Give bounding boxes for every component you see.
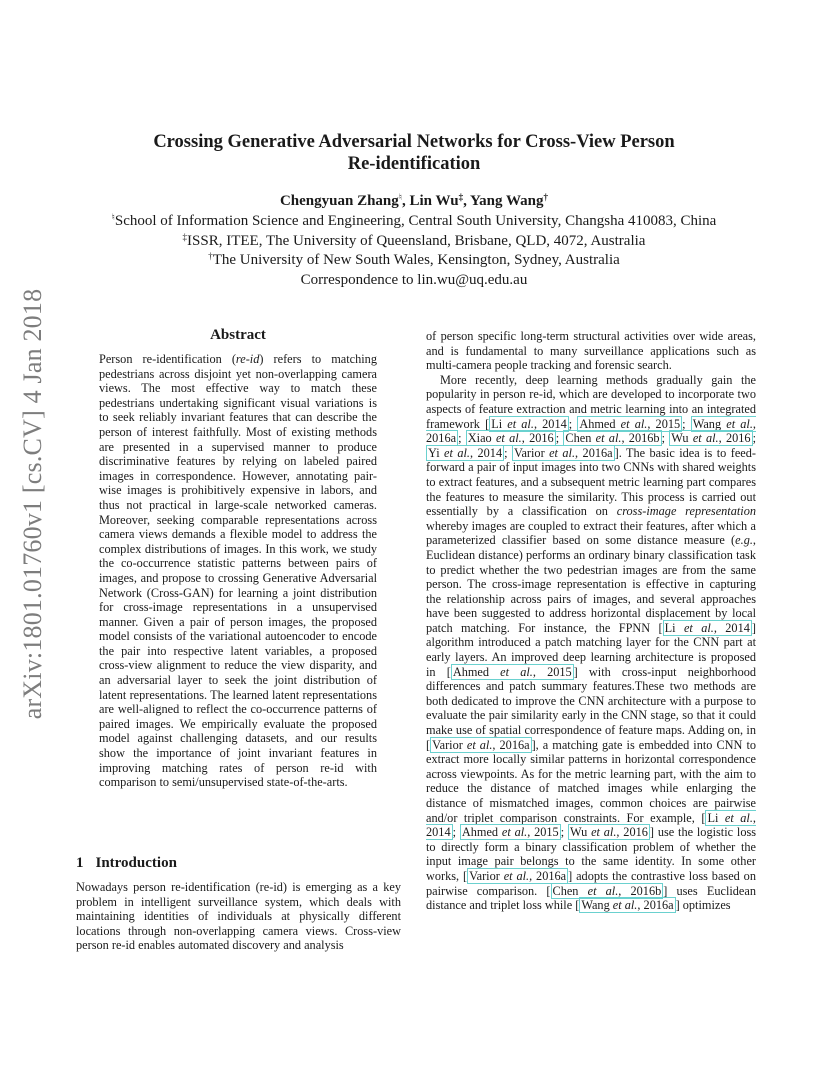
affiliation [70, 251, 758, 271]
citation-link[interactable]: Li et al., 2014 [491, 416, 567, 431]
arxiv-stamp [10, 288, 56, 720]
citation-link[interactable]: Varior et al., 2016a [432, 737, 530, 752]
citation-link[interactable]: Ahmed et al., 2015 [461, 825, 559, 840]
affiliation-text: School of Information Science and Engineering, Central South University, Changsha 410083, China [114, 213, 717, 229]
citation-link[interactable]: Li et al., 2014 [426, 810, 756, 840]
citation-link[interactable]: Ahmed et al., 2015 [579, 416, 681, 431]
affiliations [70, 212, 758, 290]
citation-link[interactable]: Varior et al., 2016a [469, 868, 567, 883]
affiliation-mark: ♮ [111, 212, 115, 222]
affiliation [70, 212, 758, 232]
section-number: 1 [76, 855, 84, 871]
author-name: Lin Wu [409, 193, 459, 209]
abstract-text: ) refers to matching pedestrians across disjoint yet non-overlapping camera views. The most effective way to match these pedestrians undertaking significant visual variations is to seek reliably invariant features that can describe the person of interest faithfully. Most of existing methods are presented in a supervised manner to produce discriminative features by relying on labeled paired images in correspondence. However, annotating pair-wise images is prohibitively expensive in labors, and thus not practical in large-scale networked cameras. Moreover, seeking comparable representations across camera views demands a flexible model to address the complex distributions of images. In this work, we study the co-occurrence statistic patterns between pairs of images, and propose to crossing Generative Adversarial Network (Cross-GAN) for learning a joint distribution for cross-image representations in a unsupervised manner. Given a pair of person images, the proposed model consists of the variational autoencoder to encode the pair into respective latent variables, a proposed cross-view alignment to reduce the view disparity, and an adversarial layer to seek the joint distribution of latent representations. The learned latent representations are well-aligned to reflect the co-occurrence patterns of paired images. We empirically evaluate the proposed model against challenging datasets, and our results show the importance of joint invariant features in improving matching rates of person re-id with comparison to semi/unsupervised state-of-the-arts. [99, 352, 377, 790]
citation-link[interactable]: Chen et al., 2016b [565, 431, 660, 446]
citation-link[interactable]: Yi et al., 2014 [428, 445, 503, 460]
paragraph: More recently, deep learning methods gradually gain the popularity in person re-id, which are developed to incorporate two aspects of feature extraction and metric learning into an integrated framework [ Li et al., 2014 ; Ahmed et al., 2015 ; Wang et al., 2016a ; Xiao et al., 2016 ; Chen et al., 2016b ; Wu et al., 2016 ; Yi et al., 2014 ; Varior et al., 2016a ]. The basic idea is to feed-forward a pair of input images into two CNNs with shared weights to extract features, and a subsequent metric learning part compares the features to measure the similarity. This process is carried out essentially by a classification on cross-image representation whereby images are coupled to extract their features, after which a parameterized classifier based on some distance measure (e.g., Euclidean distance) performs an ordinary binary classification task to predict whether the two pedestrian images are from the same person. The cross-image representation is effective in capturing the relationship across pairs of images, and several approaches have been suggested to address horizontal displacement by local patch matching. For instance, the FPNN [ Li et al., 2014 ] algorithm introduced a patch matching layer for the CNN part at early layers. An improved deep learning architecture is proposed in [ Ahmed et al., 2015 ] with cross-input neighborhood differences and patch summary features.These two methods are both dedicated to improve the CNN architecture with a purpose to evaluate the pair similarity early in the CNN stage, so that it could make use of spatial correspondence of feature maps. Adding on, in [ Varior et al., 2016a ], a matching gate is embedded into CNN to extract more locally similar patterns in horizontal correspondence across viewpoints. As for the metric learning part, with the aim to reduce the distance of matched images while enlarging the distance of mismatched images, common choices are pairwise and/or triplet comparison constraints. For example, [ Li et al., 2014 ; Ahmed et al., 2015 ; Wu et al., 2016 ] use the logistic loss to directly form a binary classification problem of whether the input image pair belongs to the same identity. In some other works, [ Varior et al., 2016a ] adopts the contrastive loss based on pairwise comparison. [ Chen et al., 2016b ] uses Euclidean distance and triplet loss while [ Wang et al., 2016a ] optimizes [426, 372, 757, 913]
paper-title [100, 131, 728, 175]
citation-link[interactable]: Varior et al., 2016a [513, 445, 613, 460]
author-list: Chengyuan Zhang♮, Lin Wu‡, Yang Wang† [279, 192, 549, 209]
citation-link[interactable]: Wu et al., 2016 [569, 825, 648, 840]
abstract-heading: Abstract [210, 327, 266, 343]
affiliation-mark: ‡ [182, 231, 188, 242]
abstract-term: re-id [235, 352, 260, 366]
abstract-text: Person re-identification ( [99, 352, 236, 366]
abstract-body [99, 352, 377, 790]
affiliation-text: ISSR, ITEE, The University of Queensland, Brisbane, QLD, 4072, Australia [187, 232, 646, 249]
affiliation-mark: † [208, 251, 213, 261]
author-name: Yang Wang [470, 193, 544, 209]
author-mark: † [543, 192, 549, 202]
citation-link[interactable]: Ahmed et al., 2015 [452, 664, 572, 679]
paragraph: of person specific long-term structural activities over wide areas, and is fundamental to many surveillance applications such as multi-camera people tracking and forensic search. [426, 329, 756, 373]
section-title: Introduction [95, 855, 177, 871]
citation-link[interactable]: Li et al., 2014 [664, 620, 750, 635]
affiliation [70, 232, 758, 252]
citation-link[interactable]: Wang et al., 2016a [426, 416, 756, 446]
author-mark: ‡ [458, 192, 464, 202]
author-name: Chengyuan Zhang [279, 193, 399, 209]
emphasis: e.g. [735, 533, 753, 548]
title-line-2: Re-identification [347, 154, 481, 174]
arxiv-id: arXiv:1801.01760v1 [cs.CV] 4 Jan 2018 [18, 288, 47, 720]
correspondence: Correspondence to lin.wu@uq.edu.au [300, 271, 528, 288]
emphasis: cross-image representation [616, 504, 756, 519]
right-column [426, 329, 756, 913]
affiliation-text: The University of New South Wales, Kensington, Sydney, Australia [212, 252, 620, 268]
section-heading-introduction [76, 855, 189, 872]
author-mark: ♮ [398, 192, 402, 202]
citation-link[interactable]: Wang et al., 2016a [581, 898, 674, 913]
citation-link[interactable]: Xiao et al., 2016 [467, 431, 554, 446]
title-line-1: Crossing Generative Adversarial Networks for Cross-View Person [153, 132, 675, 152]
introduction-paragraph: Nowadays person re-identification (re-id) is emerging as a key problem in intelligent surveillance system, which deals with maintaining identities of individuals at physically different locations through non-overlapping camera views. Cross-view person re-id enables automated discovery and analysis [76, 880, 401, 953]
citation-link[interactable]: Chen et al., 2016b [552, 883, 662, 898]
citation-link[interactable]: Wu et al., 2016 [671, 431, 751, 446]
